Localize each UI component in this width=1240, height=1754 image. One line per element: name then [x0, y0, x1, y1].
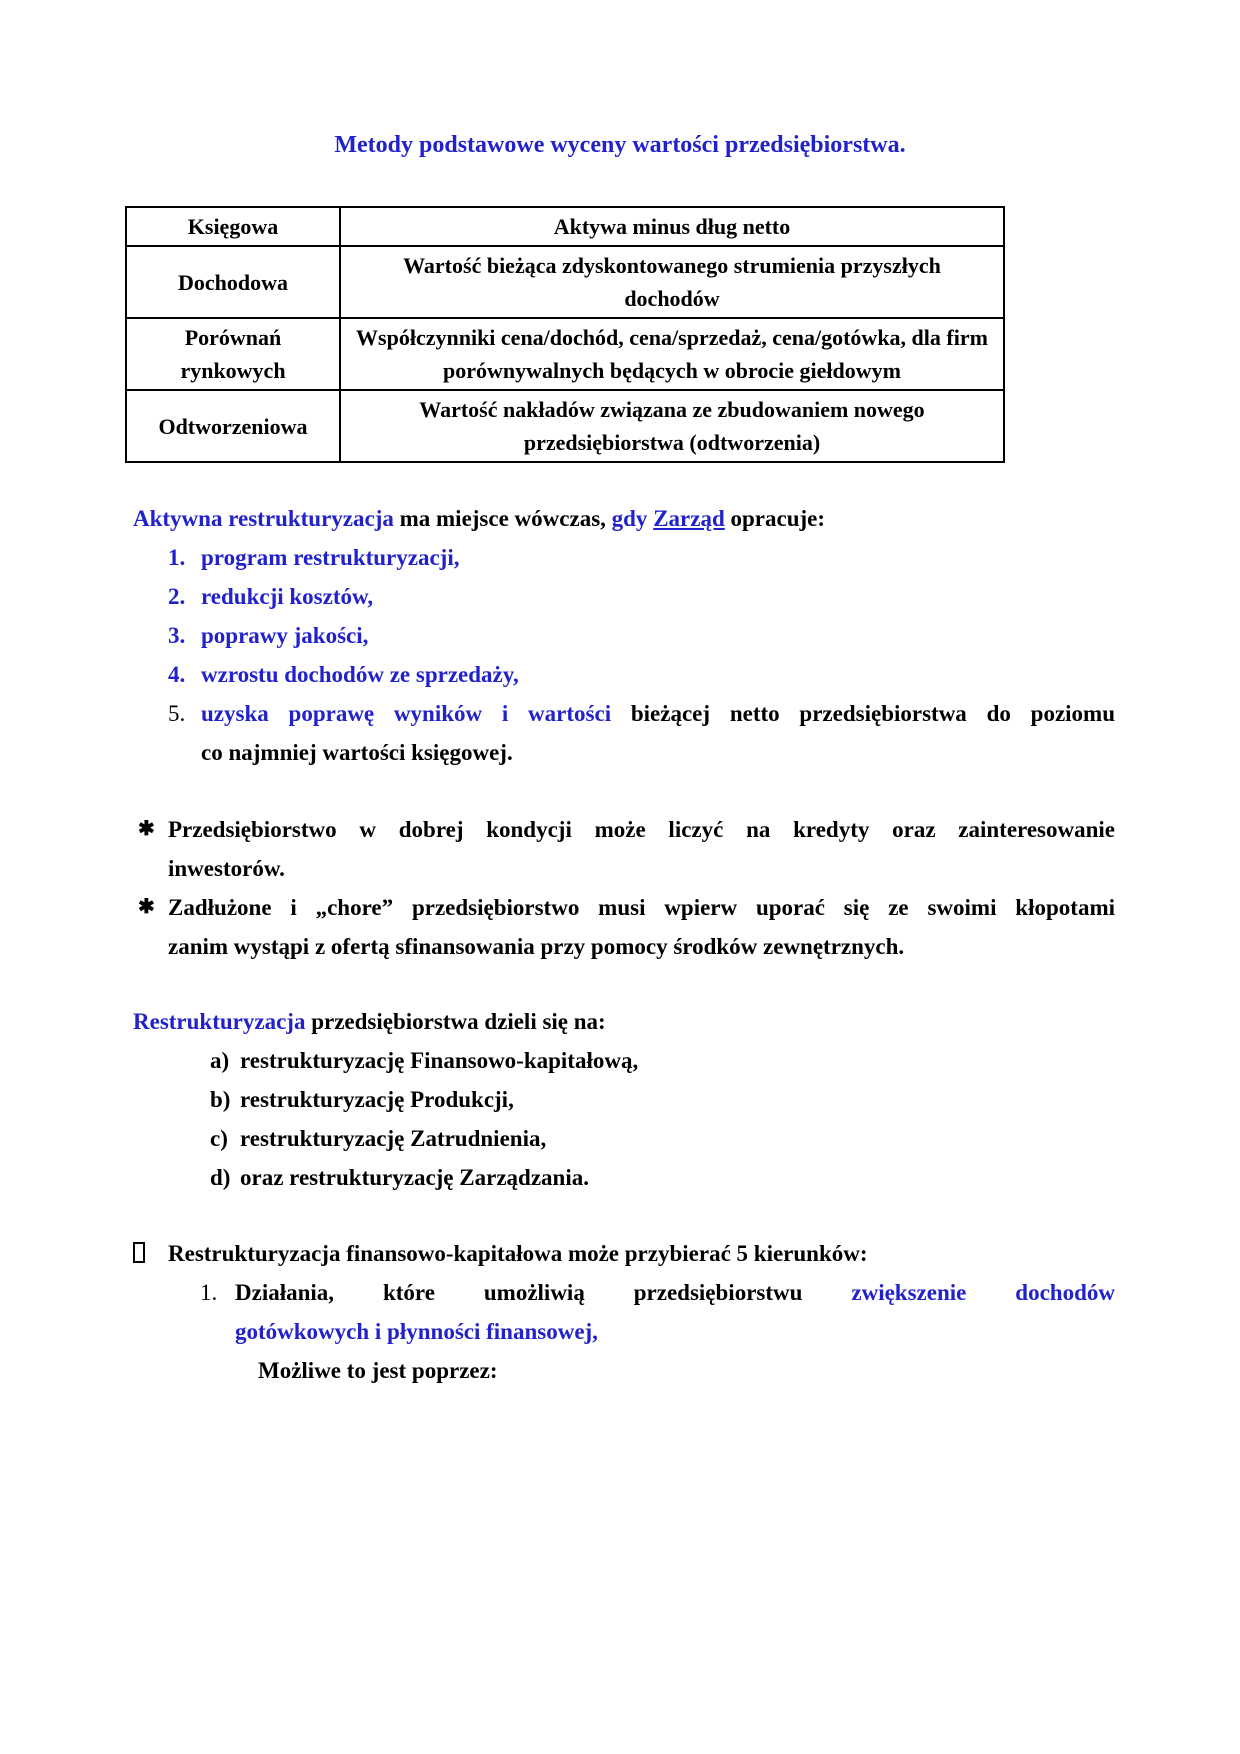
method-line: Odtworzeniowa — [158, 413, 308, 439]
item-number: 3. — [168, 623, 186, 648]
valuation-methods-table — [125, 206, 1005, 463]
item-text-line — [201, 694, 1115, 733]
item-number: 4. — [168, 662, 186, 687]
table-row — [126, 246, 1004, 318]
list-item — [125, 1158, 1115, 1197]
list-item — [125, 694, 1115, 772]
item-number: 1. — [200, 1280, 218, 1305]
item-letter: d) — [210, 1165, 231, 1190]
list-item — [125, 538, 1115, 577]
restructuring-steps-list — [125, 538, 1115, 772]
description-line: przedsiębiorstwa (odtworzenia) — [523, 430, 821, 455]
list-item — [125, 1080, 1115, 1119]
description-line: Współczynniki cena/dochód, cena/sprzedaż, cena/gotówka, dla firm — [356, 325, 988, 350]
bullet-item — [125, 810, 1115, 888]
division-intro — [133, 1002, 1115, 1041]
item-text — [235, 1273, 1115, 1351]
description-cell — [340, 246, 1004, 318]
list-item — [125, 655, 1115, 694]
item-letter: a) — [210, 1048, 230, 1073]
item-number: 5. — [168, 701, 186, 726]
description-line: porównywalnych będących w obrocie giełdowym — [443, 358, 901, 383]
method-line: Porównań — [184, 325, 282, 350]
description-line: Wartość bieżąca zdyskontowanego strumienia przyszłych — [403, 253, 941, 278]
table-row — [126, 390, 1004, 462]
intro-text: ma miejsce wówczas, — [393, 506, 612, 531]
intro-text-blue: gdy — [611, 506, 654, 531]
item-text-blue: uzyska poprawę wyników i wartości — [201, 701, 612, 726]
item-text: redukcji kosztów, — [201, 584, 374, 609]
item-number: 2. — [168, 584, 186, 609]
table-row — [126, 318, 1004, 390]
method-cell — [126, 246, 340, 318]
description-cell — [340, 207, 1004, 246]
item-text: restrukturyzację Finansowo-kapitałową, — [240, 1048, 639, 1073]
page-title: Metody podstawowe wyceny wartości przedsiębiorstwa. — [334, 132, 906, 158]
item-text-black: Działania, które umożliwią przedsiębiorstwu — [235, 1280, 852, 1305]
item-text — [201, 694, 1115, 772]
item-text-line — [235, 1273, 1115, 1312]
item-text: wzrostu dochodów ze sprzedaży, — [201, 662, 519, 687]
item-text: restrukturyzację Zatrudnienia, — [240, 1126, 547, 1151]
division-text: przedsiębiorstwa dzieli się na: — [305, 1009, 606, 1034]
item-text-black: bieżącej netto przedsiębiorstwa do poziomu — [611, 701, 1115, 726]
method-line: Księgowa — [187, 214, 279, 239]
bullet-text — [168, 888, 1115, 966]
asterisk-bullet-icon: ✱ — [138, 896, 155, 918]
description-line: dochodów — [624, 286, 720, 311]
method-cell — [126, 207, 340, 246]
list-item — [125, 577, 1115, 616]
bullet-text-line: inwestorów. — [168, 856, 285, 881]
heading-text: Restrukturyzacja finansowo-kapitałowa może przybierać 5 kierunków: — [168, 1241, 868, 1266]
description-cell — [340, 390, 1004, 462]
financial-restructuring-heading — [125, 1234, 1115, 1273]
item-letter: b) — [210, 1087, 231, 1112]
table-row — [126, 207, 1004, 246]
missing-glyph-icon — [133, 1234, 168, 1273]
description-line: Aktywa minus dług netto — [553, 214, 791, 239]
list-item — [125, 1273, 1115, 1351]
description-cell — [340, 318, 1004, 390]
bullet-item — [125, 888, 1115, 966]
star-bullet-list — [125, 810, 1115, 966]
list-item — [125, 616, 1115, 655]
bullet-text-line: zanim wystąpi z ofertą sfinansowania przy pomocy środków zewnętrznych. — [168, 934, 905, 959]
method-line: rynkowych — [180, 358, 286, 383]
division-emphasis: Restrukturyzacja — [133, 1009, 306, 1034]
item-text-line: co najmniej wartości księgowej. — [201, 740, 513, 765]
intro-emphasis: Aktywna restrukturyzacja — [133, 506, 394, 531]
item-text: restrukturyzację Produkcji, — [240, 1087, 514, 1112]
bullet-text — [168, 810, 1115, 888]
item-text-line: gotówkowych i płynności finansowej, — [235, 1319, 598, 1344]
item-text-blue: zwiększenie dochodów — [851, 1280, 1115, 1305]
item-text: oraz restrukturyzację Zarządzania. — [240, 1165, 589, 1190]
method-cell — [126, 318, 340, 390]
list-item — [125, 1041, 1115, 1080]
active-restructuring-intro — [133, 499, 1115, 538]
method-line: Dochodowa — [177, 269, 288, 295]
list-item — [125, 1119, 1115, 1158]
bullet-text-line: Zadłużone i „chore” przedsiębiorstwo musi wpierw uporać się ze swoimi kłopotami — [168, 895, 1115, 920]
item-text: program restrukturyzacji, — [201, 545, 460, 570]
intro-text-end: opracuje: — [724, 506, 826, 531]
item-number: 1. — [168, 545, 186, 570]
item-text: poprawy jakości, — [201, 623, 369, 648]
sub-note: Możliwe to jest poprzez: — [258, 1358, 498, 1383]
bullet-text-line: Przedsiębiorstwo w dobrej kondycji może liczyć na kredyty oraz zainteresowanie — [168, 817, 1115, 842]
division-list — [125, 1041, 1115, 1197]
asterisk-bullet-icon: ✱ — [138, 818, 155, 840]
description-line: Wartość nakładów związana ze zbudowaniem nowego — [419, 397, 925, 422]
zarzad-link[interactable]: Zarząd — [653, 506, 725, 531]
method-cell — [126, 390, 340, 462]
item-letter: c) — [210, 1126, 228, 1151]
